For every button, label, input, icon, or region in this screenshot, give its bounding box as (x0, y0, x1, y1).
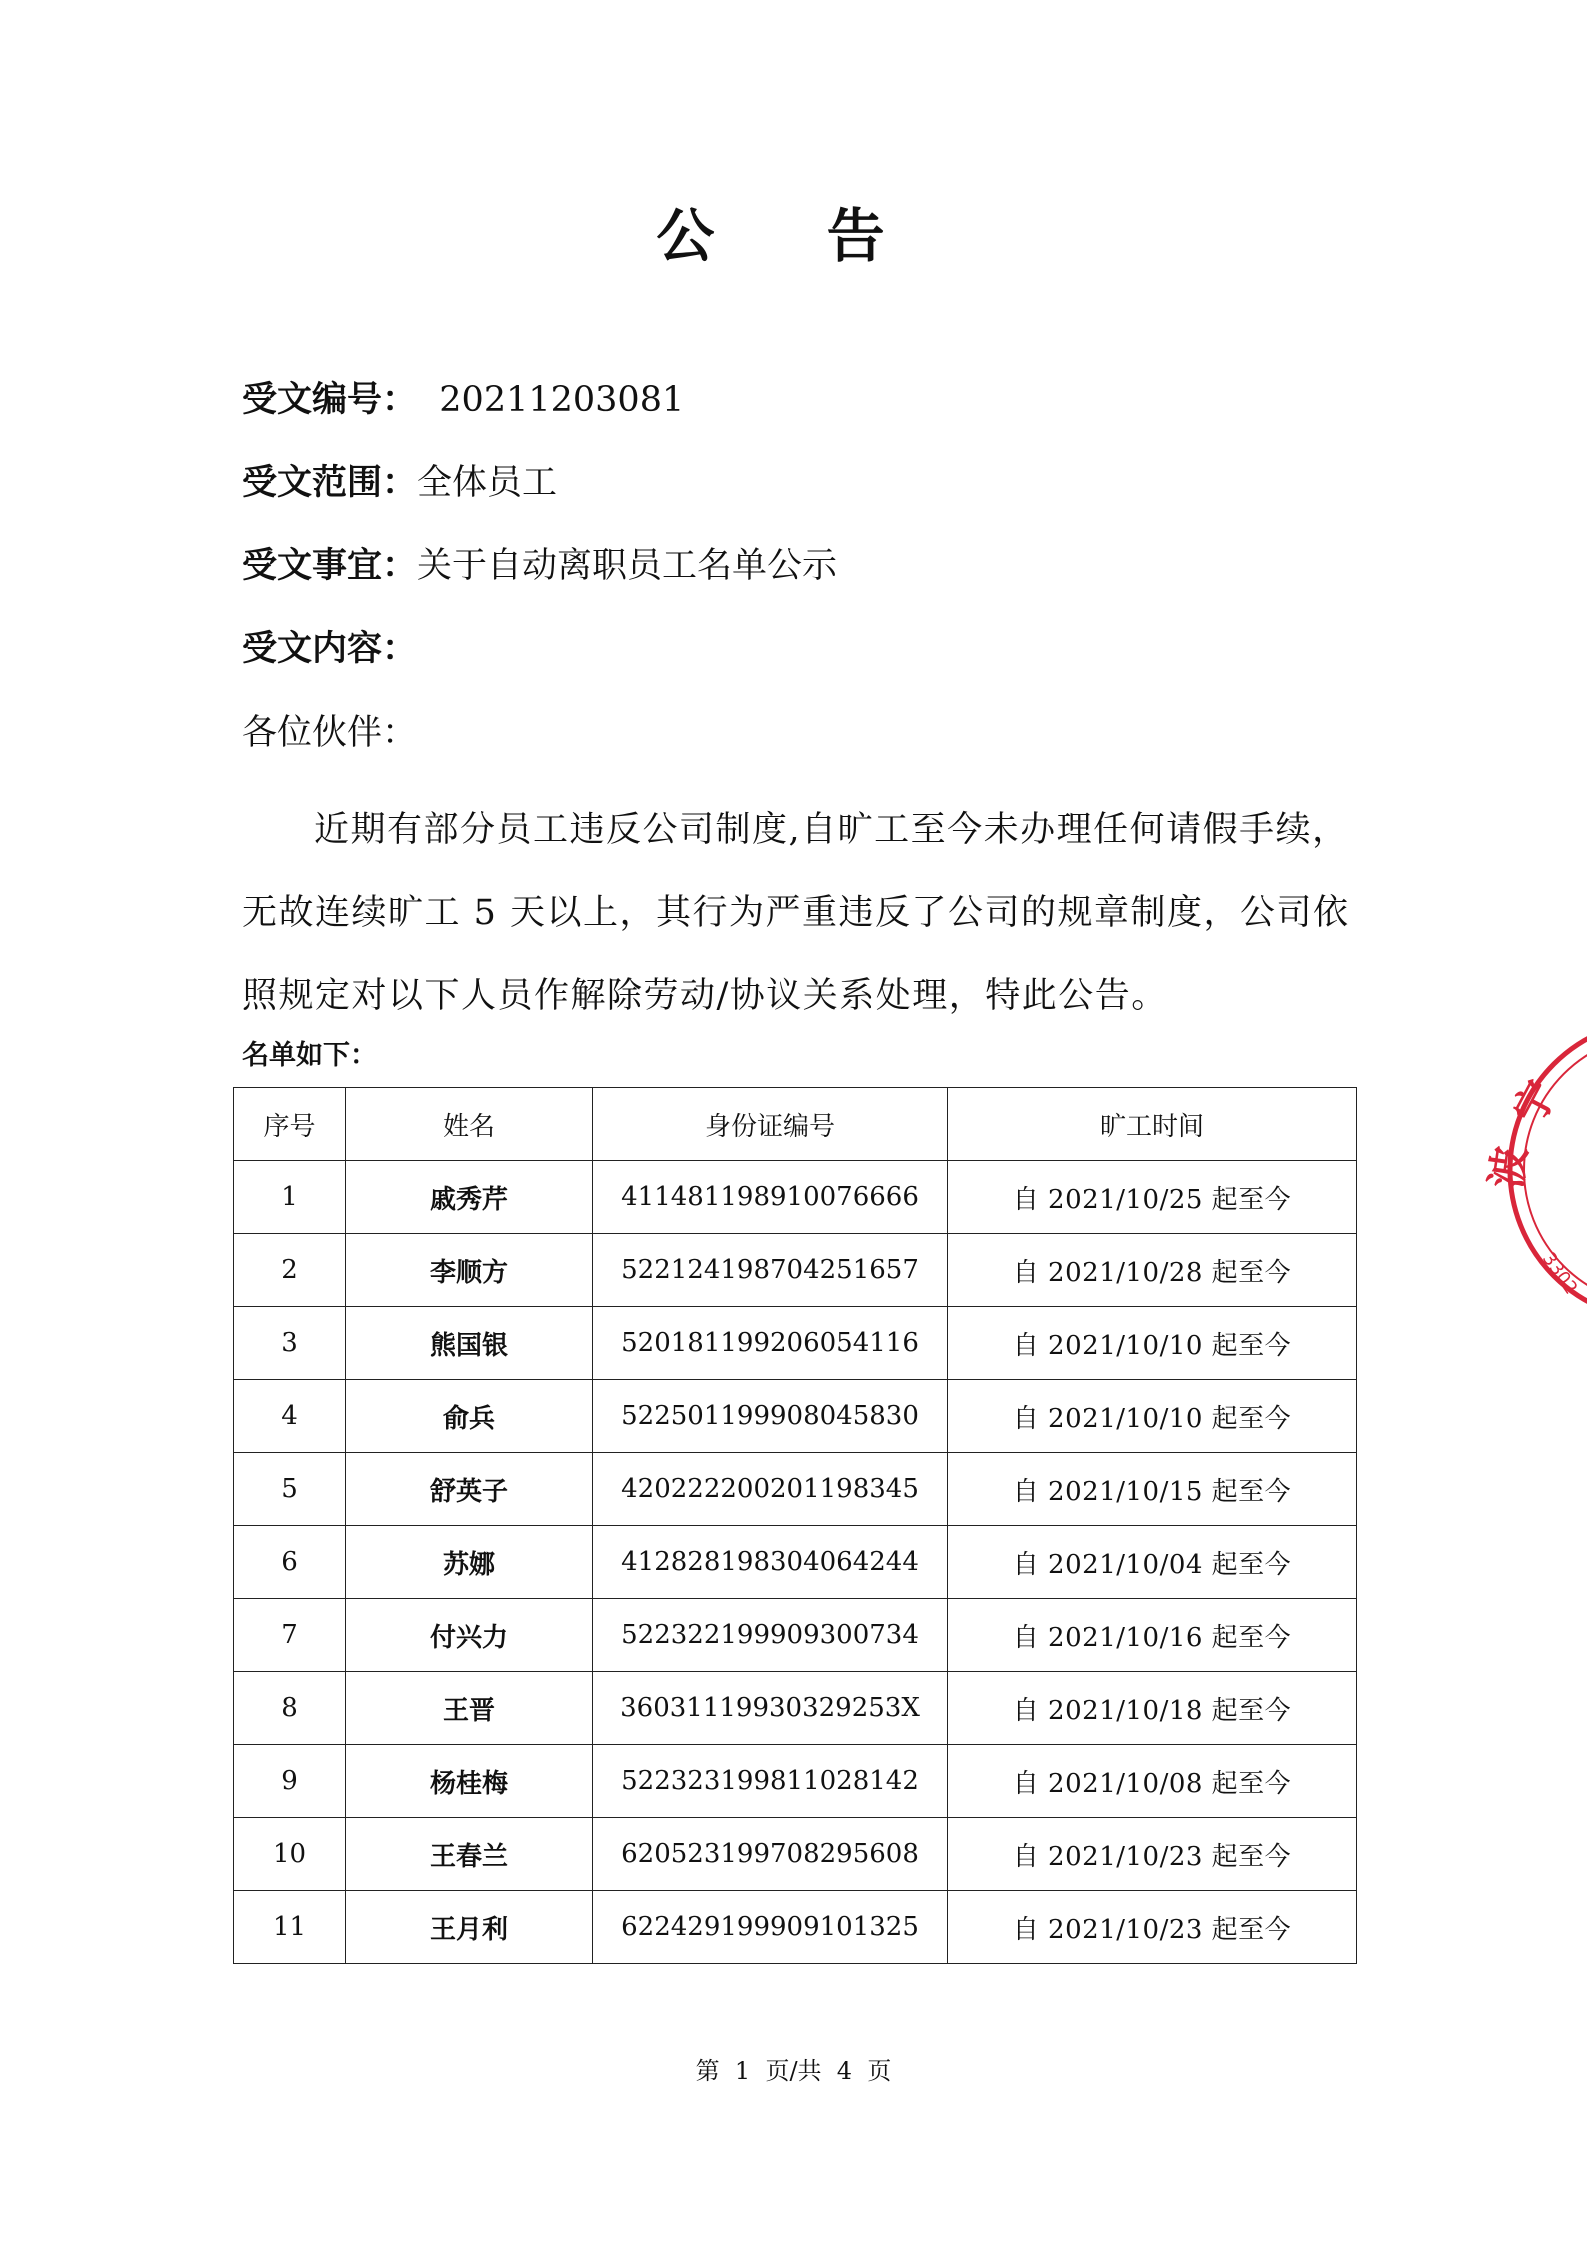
header-index: 序号 (234, 1088, 346, 1161)
id-number: 522124198704251657 (593, 1234, 948, 1307)
employee-name: 付兴力 (346, 1599, 593, 1672)
notice-body: 近期有部分员工违反公司制度,自旷工至今未办理任何请假手续，无故连续旷工 5 天以上，其行为严重违反了公司的规章制度，公司依照规定对以下人员作解除劳动/协议关系处理，特此公告。 (242, 810, 1350, 1016)
table-row (234, 1672, 1357, 1745)
row-index: 1 (234, 1161, 346, 1234)
table-row (234, 1818, 1357, 1891)
employee-name: 王春兰 (346, 1818, 593, 1891)
id-number: 622429199909101325 (593, 1891, 948, 1964)
table-header-row (234, 1088, 1357, 1161)
row-index: 7 (234, 1599, 346, 1672)
employee-name: 苏娜 (346, 1526, 593, 1599)
row-index: 2 (234, 1234, 346, 1307)
seal-char-1: 宁 (1503, 1072, 1567, 1133)
row-index: 6 (234, 1526, 346, 1599)
seal-char-2: 波 (1481, 1142, 1536, 1192)
row-index: 4 (234, 1380, 346, 1453)
table-row (234, 1745, 1357, 1818)
doc-scope-value: 全体员工 (417, 463, 558, 503)
id-number: 36031119930329253X (593, 1672, 948, 1745)
absence-period: 自 2021/10/16 起至今 (948, 1599, 1357, 1672)
doc-content-label: 受文内容： (242, 628, 418, 669)
company-seal (1481, 1015, 1587, 1325)
row-index: 3 (234, 1307, 346, 1380)
id-number: 620523199708295608 (593, 1818, 948, 1891)
table-row (234, 1526, 1357, 1599)
id-number: 522322199909300734 (593, 1599, 948, 1672)
header-id-number: 身份证编号 (593, 1088, 948, 1161)
row-index: 10 (234, 1818, 346, 1891)
employee-name: 杨桂梅 (346, 1745, 593, 1818)
id-number: 420222200201198345 (593, 1453, 948, 1526)
table-body (234, 1161, 1357, 1964)
row-index: 5 (234, 1453, 346, 1526)
notice-title: 公 告 (656, 202, 931, 270)
list-title: 名单如下： (242, 1040, 377, 1071)
seal-code: 3302 (1537, 1248, 1582, 1299)
dismissal-table (233, 1087, 1357, 1964)
absence-period: 自 2021/10/04 起至今 (948, 1526, 1357, 1599)
table-row (234, 1161, 1357, 1234)
employee-name: 王晋 (346, 1672, 593, 1745)
id-number: 522323199811028142 (593, 1745, 948, 1818)
row-index: 8 (234, 1672, 346, 1745)
doc-scope-line (242, 458, 557, 508)
employee-name: 俞兵 (346, 1380, 593, 1453)
doc-number-value: 20211203081 (439, 380, 685, 420)
id-number: 522501199908045830 (593, 1380, 948, 1453)
employee-name: 王月利 (346, 1891, 593, 1964)
id-number: 411481198910076666 (593, 1161, 948, 1234)
header-name: 姓名 (346, 1088, 593, 1161)
employee-name: 熊国银 (346, 1307, 593, 1380)
absence-period: 自 2021/10/10 起至今 (948, 1380, 1357, 1453)
table-row (234, 1599, 1357, 1672)
doc-number-line (242, 375, 684, 425)
employee-name: 舒英子 (346, 1453, 593, 1526)
header-absence-period: 旷工时间 (948, 1088, 1357, 1161)
doc-subject-line (242, 541, 837, 591)
absence-period: 自 2021/10/23 起至今 (948, 1818, 1357, 1891)
page-footer: 第 1 页/共 4 页 (695, 2057, 892, 2085)
doc-subject-label: 受文事宜： (242, 545, 418, 586)
table-row (234, 1891, 1357, 1964)
absence-period: 自 2021/10/10 起至今 (948, 1307, 1357, 1380)
table-row (234, 1453, 1357, 1526)
doc-scope-label: 受文范围： (242, 462, 418, 503)
table-row (234, 1307, 1357, 1380)
id-number: 520181199206054116 (593, 1307, 948, 1380)
employee-name: 李顺方 (346, 1234, 593, 1307)
greeting: 各位伙伴： (242, 713, 418, 753)
table-row (234, 1234, 1357, 1307)
row-index: 11 (234, 1891, 346, 1964)
doc-number-label: 受文编号： (242, 379, 418, 420)
absence-period: 自 2021/10/15 起至今 (948, 1453, 1357, 1526)
absence-period: 自 2021/10/25 起至今 (948, 1161, 1357, 1234)
doc-subject-value: 关于自动离职员工名单公示 (417, 546, 838, 586)
absence-period: 自 2021/10/18 起至今 (948, 1672, 1357, 1745)
table-row (234, 1380, 1357, 1453)
absence-period: 自 2021/10/23 起至今 (948, 1891, 1357, 1964)
id-number: 412828198304064244 (593, 1526, 948, 1599)
absence-period: 自 2021/10/08 起至今 (948, 1745, 1357, 1818)
row-index: 9 (234, 1745, 346, 1818)
employee-name: 戚秀芹 (346, 1161, 593, 1234)
doc-content-line (242, 624, 417, 674)
absence-period: 自 2021/10/28 起至今 (948, 1234, 1357, 1307)
